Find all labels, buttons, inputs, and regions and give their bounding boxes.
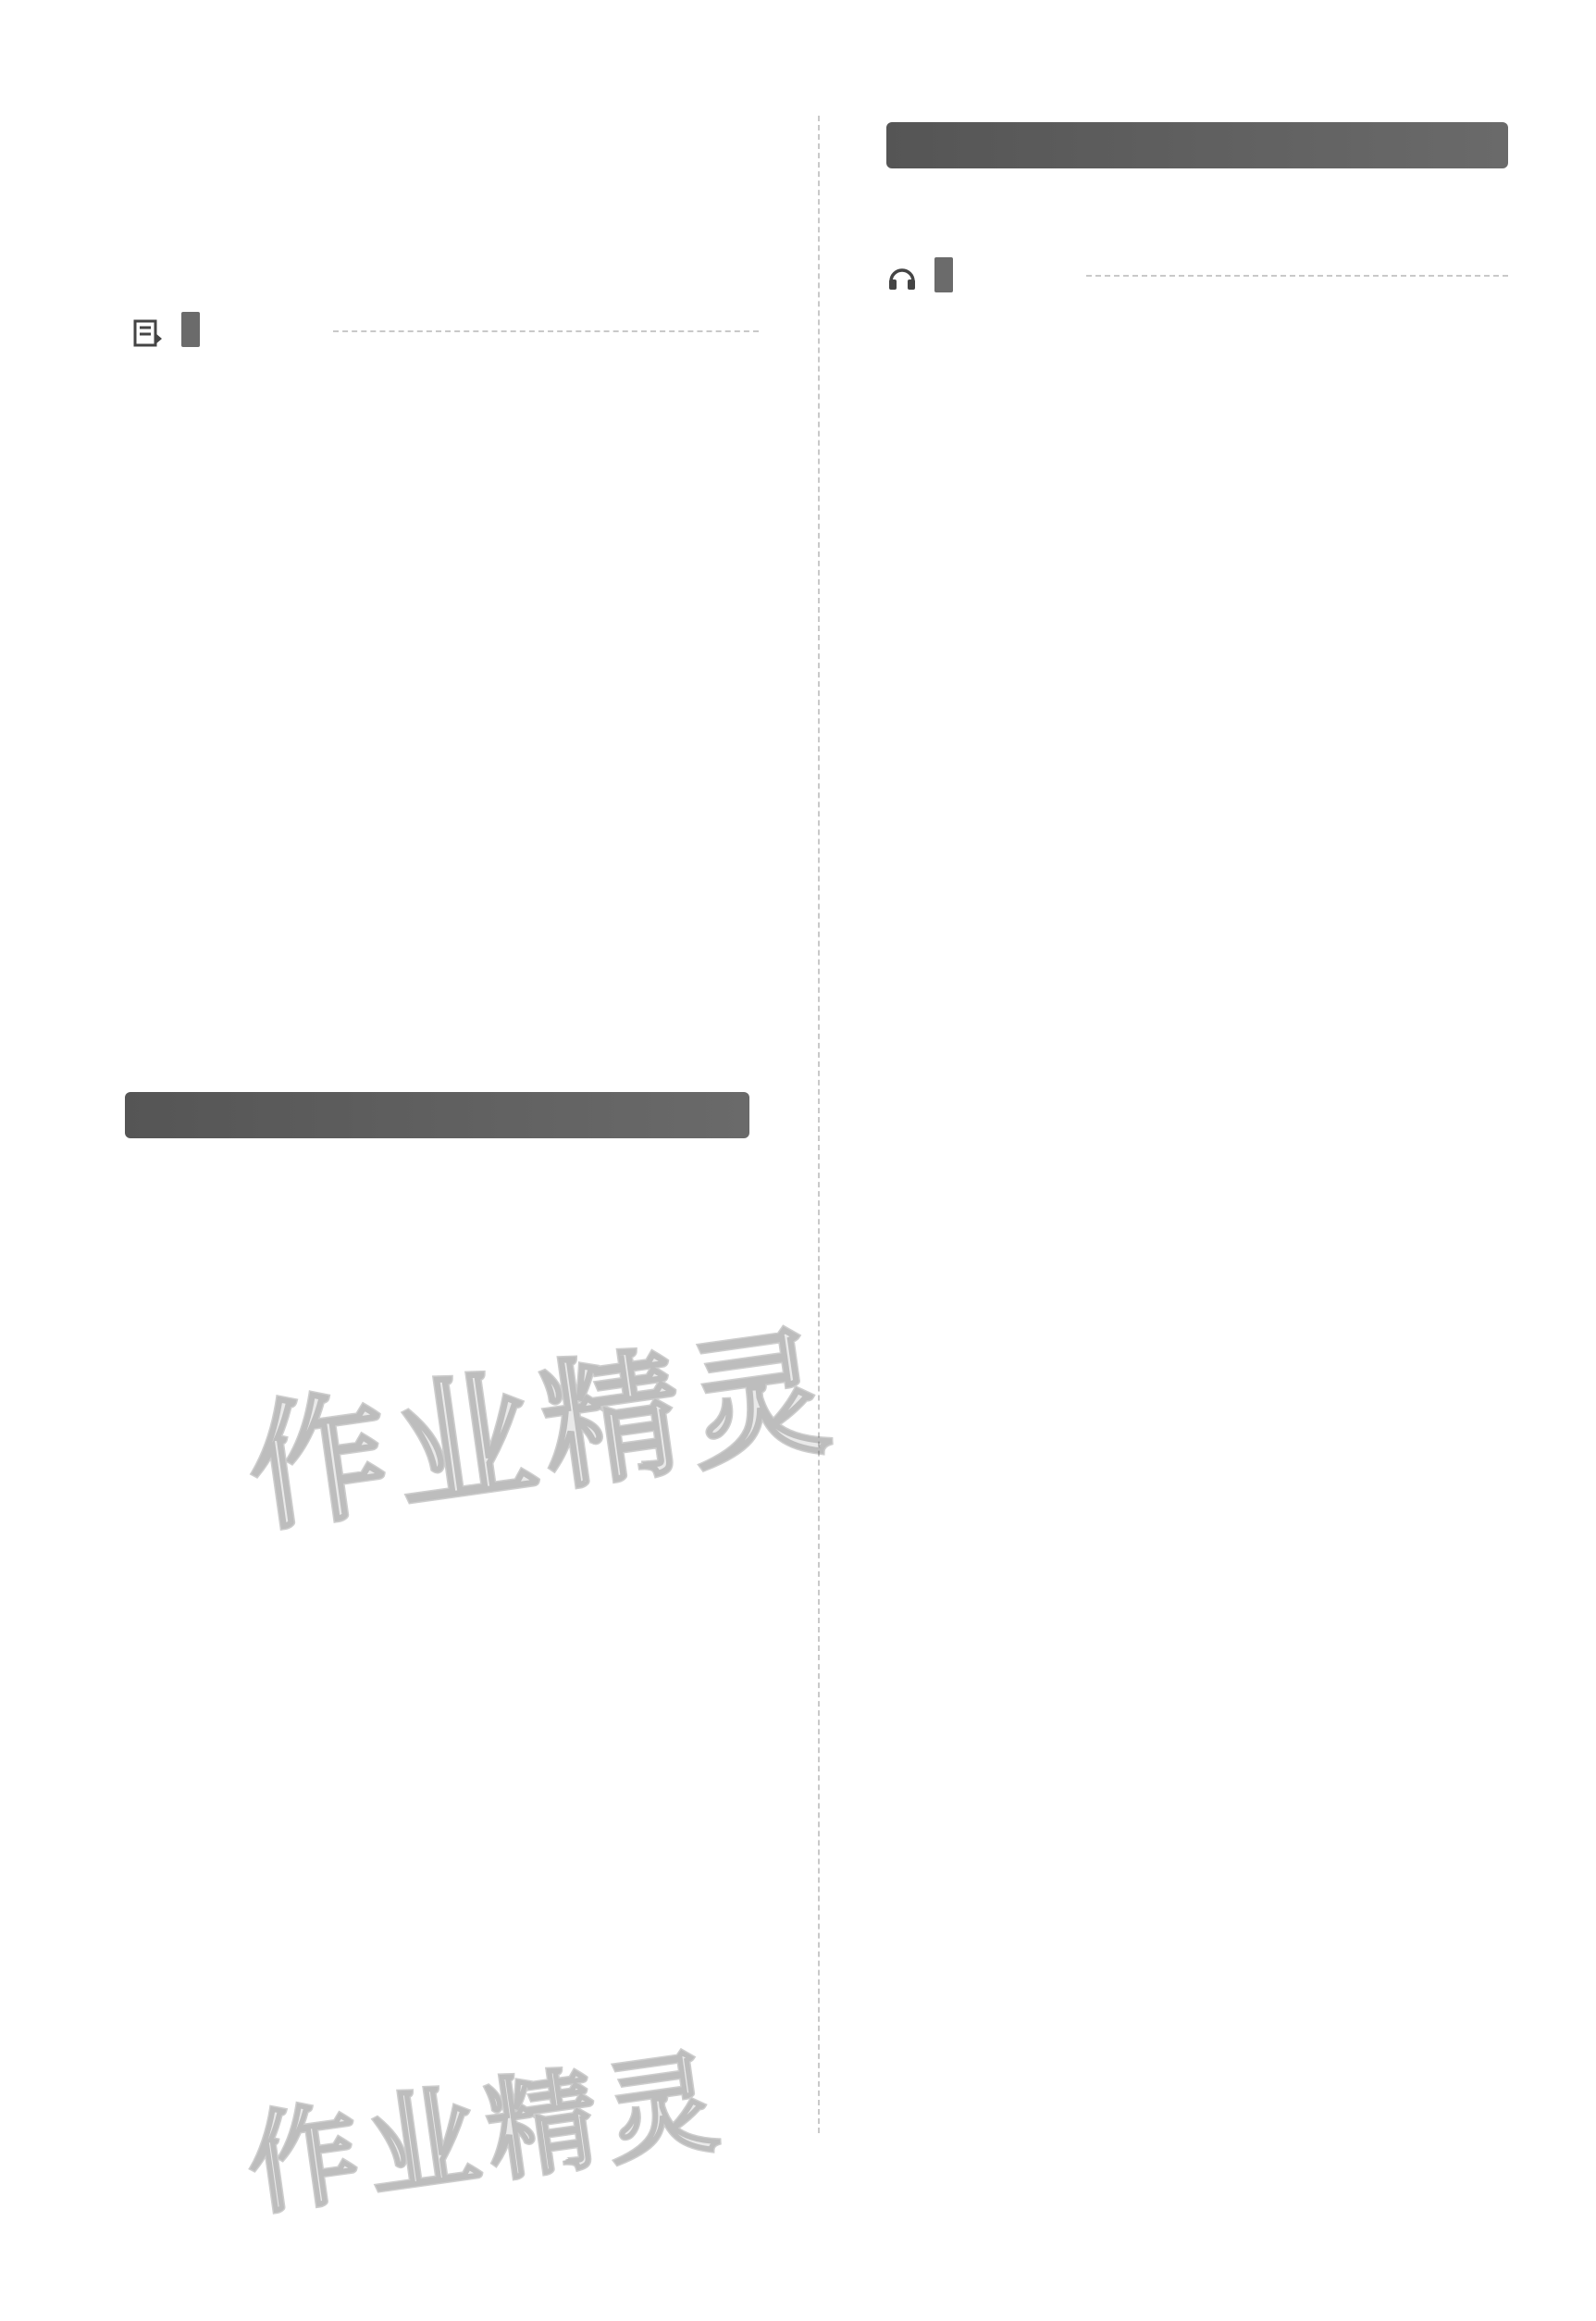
stage-review-banner: [125, 1092, 749, 1138]
headphones-icon: [886, 261, 918, 292]
material-tag: [934, 257, 953, 292]
column-divider: [818, 116, 820, 2133]
answers-tag: [181, 312, 200, 347]
answer-book-icon: [132, 316, 164, 348]
answers-tag-rule: [333, 330, 759, 332]
material-tag-rule: [1086, 275, 1508, 277]
final-review-banner: [886, 122, 1508, 168]
watermark-stamp-1: 作业精灵: [238, 1309, 847, 1553]
watermark-stamp-2: 作业精灵: [240, 2035, 735, 2232]
